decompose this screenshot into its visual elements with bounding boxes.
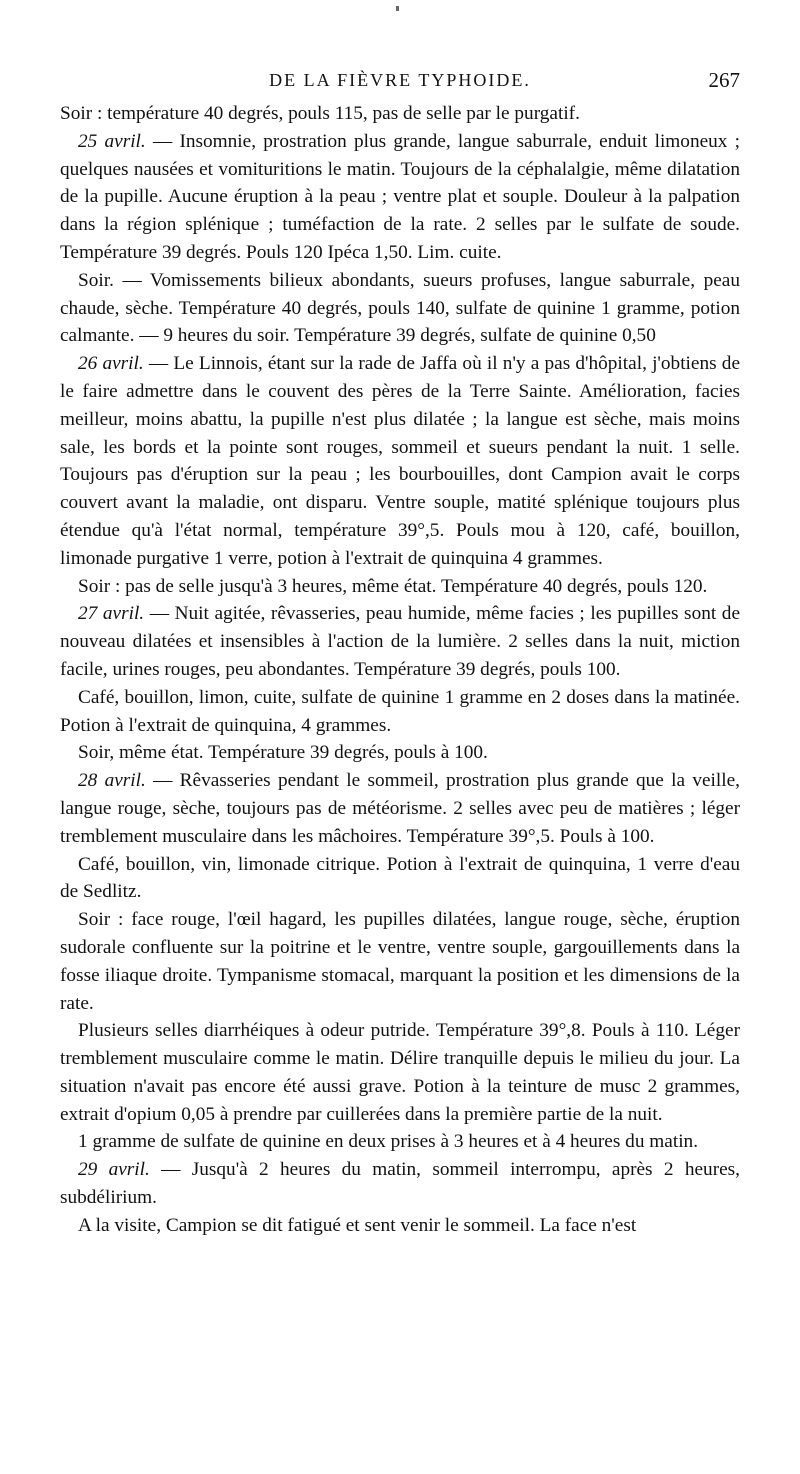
paragraph-text: Plusieurs selles diarrhéiques à odeur putride. Température 39°,8. Pouls à 110. Léger tremblement musculaire comme le matin. Délire tranquille depuis le milieu du jour. La situation n'avait pas encore été aussi grave. Potion à la teinture de musc 2 grammes, extrait d'opium 0,05 à prendre par cuillerées dans la première partie de la nuit. — [60, 1020, 740, 1125]
paragraph-text: — Nuit agitée, rêvasseries, peau humide, même facies ; les pupilles sont de nouveau dilatées et insensibles à l'action de la lumière. 2 selles dans la nuit, miction facile, urines rouges, peu abondantes. Température 39 degrés, pouls 100. — [60, 603, 740, 680]
entry-date: 26 avril. — [78, 353, 144, 375]
paragraph — [60, 1212, 740, 1240]
paragraph-text: Soir : pas de selle jusqu'à 3 heures, même état. Température 40 degrés, pouls 120. — [78, 575, 708, 597]
paragraph — [60, 573, 740, 601]
paragraph — [60, 906, 740, 1017]
paragraph — [60, 1017, 740, 1128]
entry-date: 28 avril. — [78, 770, 146, 792]
paragraph — [60, 1156, 740, 1212]
paragraph-text: Soir : température 40 degrés, pouls 115, pas de selle par le purgatif. — [60, 103, 580, 124]
paragraph-text: — Jusqu'à 2 heures du matin, sommeil interrompu, après 2 heures, subdélirium. — [60, 1159, 740, 1209]
paragraph-text: — Insomnie, prostration plus grande, langue saburrale, enduit limoneux ; quelques nausées et vomituritions le matin. Toujours de la céphalalgie, même dilatation de la pupille. Aucune éruption à la peau ; ventre plat et souple. Douleur à la palpation dans la région splénique ; tuméfaction de la rate. 2 selles par le sulfate de soude. Température 39 degrés. Pouls 120 Ipéca 1,50. Lim. cuite. — [60, 130, 741, 263]
paragraph — [60, 851, 740, 907]
paragraph — [60, 1128, 740, 1156]
paragraph-text: Soir, même état. Température 39 degrés, pouls à 100. — [78, 742, 488, 764]
paragraph — [60, 267, 740, 350]
print-speck — [396, 6, 399, 11]
entry-date: 29 avril. — [78, 1159, 150, 1181]
paragraph-text: Soir. — Vomissements bilieux abondants, sueurs profuses, langue saburrale, peau chaude, sèche. Température 40 degrés, pouls 140, sulfate de quinine 1 gramme, potion calmante. — 9 heures du soir. Température 39 degrés, sulfate de quinine 0,50 — [60, 269, 740, 347]
paragraph — [60, 767, 740, 850]
entry-date: 25 avril. — [78, 130, 146, 152]
paragraph-text: Soir : face rouge, l'œil hagard, les pupilles dilatées, langue rouge, sèche, éruption sudorale confluente sur la poitrine et le ventre, ventre souple, gargouillements dans la fosse iliaque droite. Tympanisme stomacal, marquant la position et les dimensions de la rate. — [60, 909, 740, 1014]
page-number: 267 — [708, 68, 740, 92]
paragraph-text: Café, bouillon, vin, limonade citrique. Potion à l'extrait de quinquina, 1 verre d'eau de Sedlitz. — [60, 853, 740, 903]
paragraph — [60, 684, 740, 740]
paragraph-text: — Le Linnois, étant sur la rade de Jaffa où il n'y a pas d'hôpital, j'obtiens de le faire admettre dans le couvent des pères de la Terre Sainte. Amélioration, facies meilleur, moins abattu, la pupille n'est plus dilatée ; la langue est sèche, mais moins sale, les bords et la pointe sont rouges, sommeil et sueurs pendant la nuit. 1 selle. Toujours pas d'éruption sur la peau ; les bourbouilles, dont Campion avait le corps couvert avant la maladie, ont disparu. Ventre souple, matité splénique toujours plus étendue qu'à l'état normal, température 39°,5. Pouls mou à 120, café, bouillon, limonade purgative 1 verre, potion à l'extrait de quinquina 4 grammes. — [60, 353, 740, 569]
entry-date: 27 avril. — [78, 603, 145, 625]
paragraph-text: Café, bouillon, limon, cuite, sulfate de quinine 1 gramme en 2 doses dans la matinée. Potion à l'extrait de quinquina, 4 grammes. — [60, 686, 740, 736]
paragraph-text: — Rêvasseries pendant le sommeil, prostration plus grande que la veille, langue rouge, sèche, toujours pas de météorisme. 2 selles avec peu de matières ; léger tremblement musculaire dans les mâchoires. Température 39°,5. Pouls à 100. — [60, 770, 741, 847]
paragraph — [60, 350, 740, 572]
paragraph-text: 1 gramme de sulfate de quinine en deux prises à 3 heures et à 4 heures du matin. — [78, 1131, 699, 1153]
running-title: DE LA FIÈVRE TYPHOIDE. — [269, 70, 531, 90]
paragraph — [60, 739, 740, 767]
paragraph — [60, 600, 740, 683]
body-text — [60, 100, 740, 1240]
paragraph-text: A la visite, Campion se dit fatigué et sent venir le sommeil. La face n'est — [78, 1214, 637, 1236]
paragraph — [60, 100, 740, 128]
page-header — [60, 66, 740, 96]
paragraph — [60, 128, 740, 267]
